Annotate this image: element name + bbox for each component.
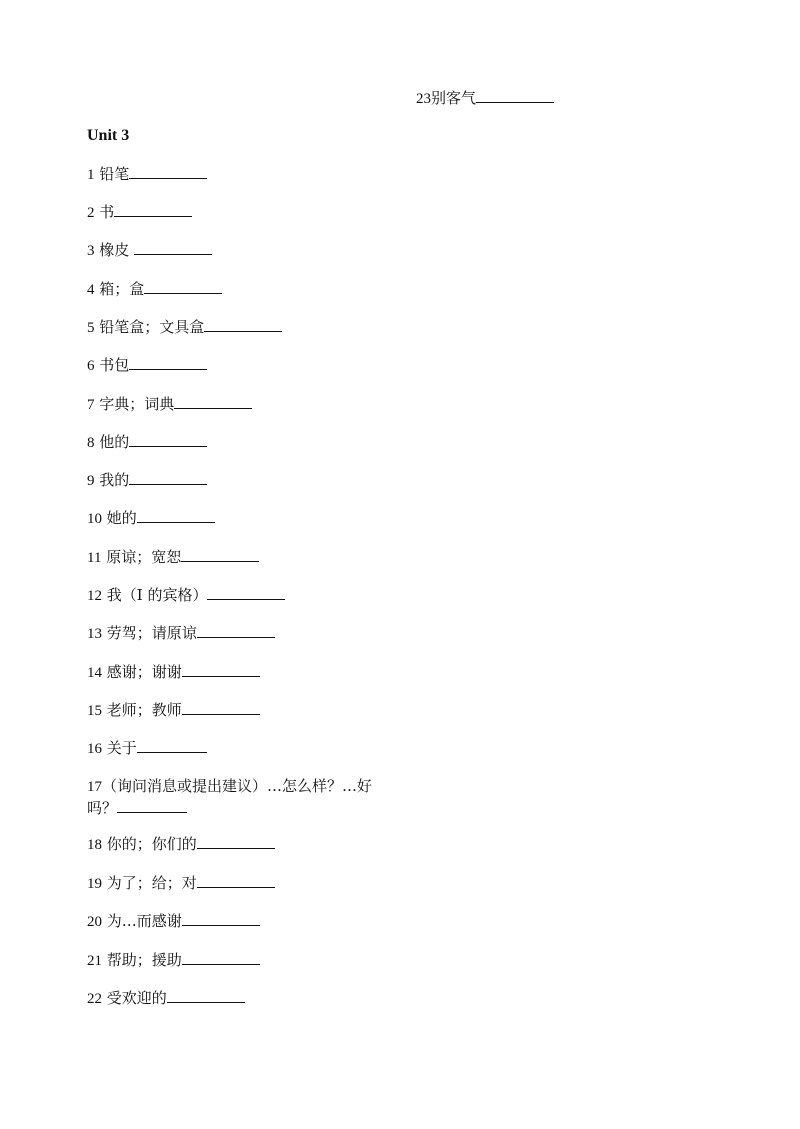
item-number: 11 xyxy=(87,550,102,566)
answer-blank[interactable] xyxy=(114,203,192,217)
item-number: 3 xyxy=(87,243,95,259)
item-2 xyxy=(87,202,192,223)
item-text: 你的；你们的 xyxy=(106,835,197,853)
unit-heading: Unit 3 xyxy=(87,127,130,144)
item-15 xyxy=(87,700,260,721)
item-text: （询问消息或提出建议）…怎么样？…好吗？ xyxy=(87,777,373,817)
answer-blank[interactable] xyxy=(204,318,282,332)
item-16 xyxy=(87,738,207,759)
item-text: 字典；词典 xyxy=(99,395,175,413)
item-number: 21 xyxy=(87,953,102,969)
item-text: 我（I 的宾格） xyxy=(106,586,208,604)
item-4 xyxy=(87,279,222,300)
item-number: 23 xyxy=(416,91,431,107)
item-number: 20 xyxy=(87,914,102,930)
answer-blank[interactable] xyxy=(197,835,275,849)
answer-blank[interactable] xyxy=(129,356,207,370)
item-5 xyxy=(87,317,282,338)
item-19 xyxy=(87,873,275,894)
item-text: 她的 xyxy=(106,509,137,527)
answer-blank[interactable] xyxy=(182,701,260,715)
answer-blank[interactable] xyxy=(137,739,207,753)
item-6 xyxy=(87,355,207,376)
item-20 xyxy=(87,911,260,932)
item-10 xyxy=(87,508,215,529)
item-text: 原谅；宽恕 xyxy=(106,548,182,566)
item-text: 感谢；谢谢 xyxy=(106,663,182,681)
answer-blank[interactable] xyxy=(129,433,207,447)
item-number: 8 xyxy=(87,435,95,451)
item-text: 劳驾；请原谅 xyxy=(106,624,197,642)
answer-blank[interactable] xyxy=(181,548,259,562)
item-text: 帮助；援助 xyxy=(106,951,182,969)
answer-blank[interactable] xyxy=(197,624,275,638)
item-number: 5 xyxy=(87,320,95,336)
item-text: 别客气 xyxy=(431,89,477,107)
item-text: 为了；给；对 xyxy=(106,874,197,892)
item-22 xyxy=(87,988,245,1009)
answer-blank[interactable] xyxy=(182,912,260,926)
item-number: 15 xyxy=(87,703,102,719)
item-number: 6 xyxy=(87,358,95,374)
item-number: 10 xyxy=(87,511,102,527)
item-text: 他的 xyxy=(99,433,130,451)
item-text: 为…而感谢 xyxy=(106,912,182,930)
item-14 xyxy=(87,662,260,683)
item-text: 箱；盒 xyxy=(99,280,145,298)
item-text: 书包 xyxy=(99,356,130,374)
item-number: 7 xyxy=(87,397,95,413)
item-text: 铅笔盒；文具盒 xyxy=(99,318,205,336)
answer-blank[interactable] xyxy=(117,799,187,813)
item-number: 2 xyxy=(87,205,95,221)
item-number: 9 xyxy=(87,473,95,489)
answer-blank[interactable] xyxy=(182,951,260,965)
item-number: 4 xyxy=(87,282,95,298)
item-1 xyxy=(87,164,207,185)
item-text: 橡皮 xyxy=(99,241,135,259)
answer-blank[interactable] xyxy=(174,395,252,409)
item-text: 受欢迎的 xyxy=(106,989,167,1007)
item-number: 22 xyxy=(87,991,102,1007)
answer-blank[interactable] xyxy=(476,89,554,103)
item-13 xyxy=(87,623,275,644)
item-12 xyxy=(87,585,285,606)
answer-blank[interactable] xyxy=(129,471,207,485)
item-text: 老师；教师 xyxy=(106,701,182,719)
item-text: 我的 xyxy=(99,471,130,489)
item-17 xyxy=(87,776,387,819)
item-number: 13 xyxy=(87,626,102,642)
answer-blank[interactable] xyxy=(137,509,215,523)
item-number: 14 xyxy=(87,665,102,681)
answer-blank[interactable] xyxy=(197,874,275,888)
answer-blank[interactable] xyxy=(207,586,285,600)
item-number: 1 xyxy=(87,167,95,183)
item-number: 19 xyxy=(87,876,102,892)
item-3 xyxy=(87,240,212,261)
item-number: 18 xyxy=(87,837,102,853)
answer-blank[interactable] xyxy=(134,241,212,255)
item-text: 关于 xyxy=(106,739,137,757)
answer-blank[interactable] xyxy=(129,165,207,179)
item-23 xyxy=(416,88,554,109)
item-18 xyxy=(87,834,275,855)
item-9 xyxy=(87,470,207,491)
item-11 xyxy=(87,547,259,568)
answer-blank[interactable] xyxy=(167,989,245,1003)
item-text: 书 xyxy=(99,203,115,221)
answer-blank[interactable] xyxy=(144,280,222,294)
item-number: 16 xyxy=(87,741,102,757)
item-8 xyxy=(87,432,207,453)
item-text: 铅笔 xyxy=(99,165,130,183)
item-number: 12 xyxy=(87,588,102,604)
item-number: 17 xyxy=(87,779,102,795)
answer-blank[interactable] xyxy=(182,663,260,677)
item-7 xyxy=(87,394,252,415)
item-21 xyxy=(87,950,260,971)
